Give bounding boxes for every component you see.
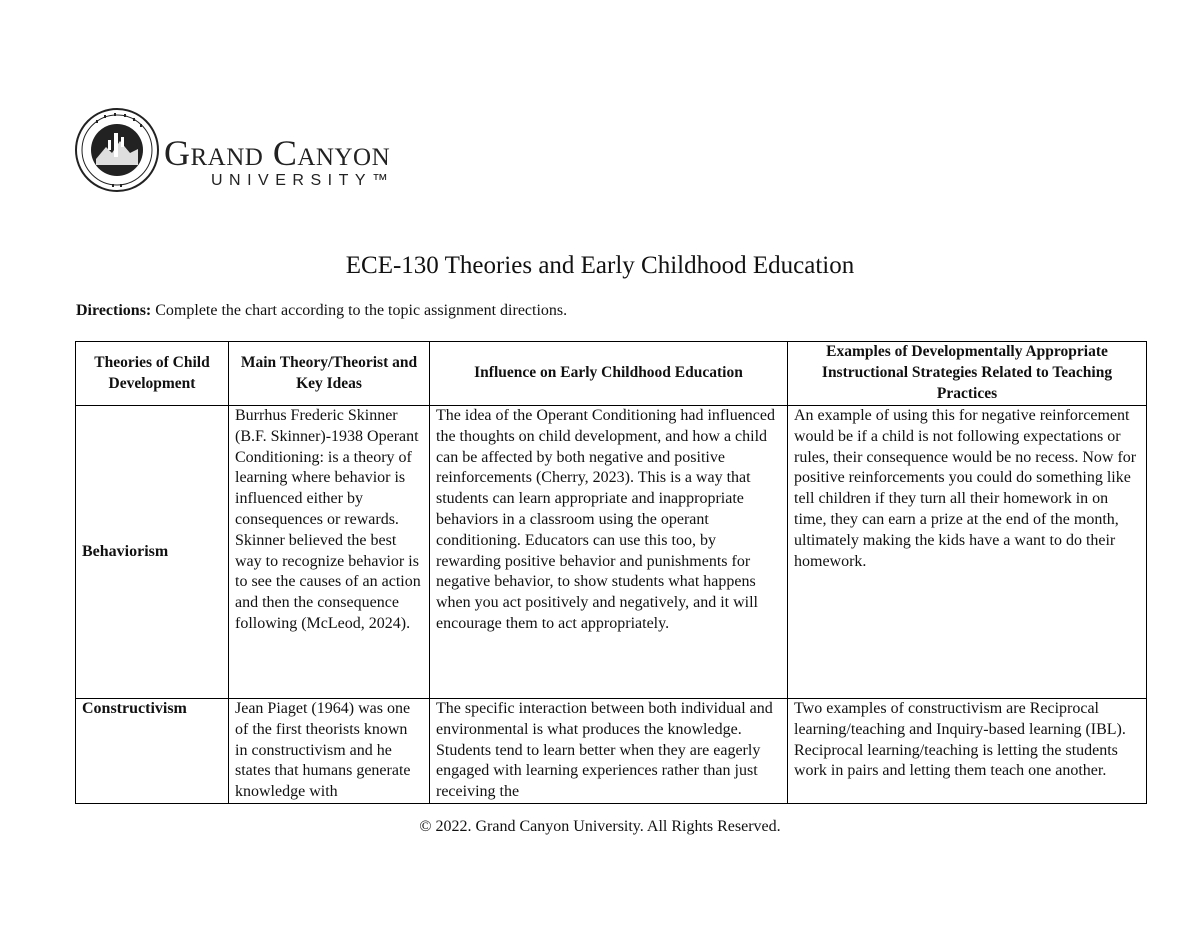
row-examples: Two examples of constructivism are Reciprocal learning/teaching and Inquiry-based learning (IBL). Reciprocal learning/teaching is letting the students work in pairs and letting them teach one another. — [788, 699, 1147, 804]
row-theory: Behaviorism — [76, 406, 229, 699]
row-examples: An example of using this for negative reinforcement would be if a child is not following expectations or rules, their consequence would be no recess. Now for positive reinforcements you could do something like tell children if they turn all their homework in on time, they can earn a prize at the end of the month, ultimately making the kids have a want to do their homework. — [788, 406, 1147, 699]
directions — [76, 301, 567, 321]
page-title: ECE-130 Theories and Early Childhood Education — [345, 252, 855, 279]
header-influence: Influence on Early Childhood Education — [430, 342, 788, 406]
row-theorist: Burrhus Frederic Skinner (B.F. Skinner)-1938 Operant Conditioning: is a theory of learning where behavior is influenced either by consequences or rewards. Skinner believed the best way to recognize behavior is to see the causes of an action and then the consequence following (McLeod, 2024). — [229, 406, 430, 699]
directions-text: Complete the chart according to the topic assignment directions. — [155, 302, 568, 319]
header-examples: Examples of Developmentally Appropriate Instructional Strategies Related to Teaching Practices — [788, 342, 1147, 406]
university-seal-icon — [74, 107, 160, 193]
header-main-theory: Main Theory/Theorist and Key Ideas — [229, 342, 430, 406]
table-row — [76, 406, 1147, 699]
header-theories: Theories of Child Development — [76, 342, 229, 406]
logo-wordmark-top: Grand Canyon — [164, 133, 391, 173]
row-theorist: Jean Piaget (1964) was one of the first theorists known in constructivism and he states that humans generate knowledge with — [229, 699, 430, 804]
logo-wordmark-bottom: UNIVERSITY™ — [211, 172, 395, 189]
table-row — [76, 699, 1147, 804]
row-influence: The specific interaction between both individual and environmental is what produces the knowledge. Students tend to learn better when they are eagerly engaged with learning experiences rather than just receiving the — [430, 699, 788, 804]
table-header-row — [76, 342, 1147, 406]
directions-label: Directions: — [76, 302, 152, 319]
university-logo — [74, 107, 454, 197]
row-influence: The idea of the Operant Conditioning had influenced the thoughts on child development, and how a child can be affected by both negative and positive reinforcements (Cherry, 2023). This is a way that students can learn appropriate and inappropriate behaviors in a classroom using the operant conditioning. Educators can use this too, by rewarding positive behavior and punishments for negative behavior, to show students what happens when you act positively and negatively, and it will encourage them to act appropriately. — [430, 406, 788, 699]
row-theory: Constructivism — [76, 699, 229, 804]
copyright-footer: © 2022. Grand Canyon University. All Rights Reserved. — [419, 818, 781, 835]
theories-table — [75, 341, 1147, 804]
